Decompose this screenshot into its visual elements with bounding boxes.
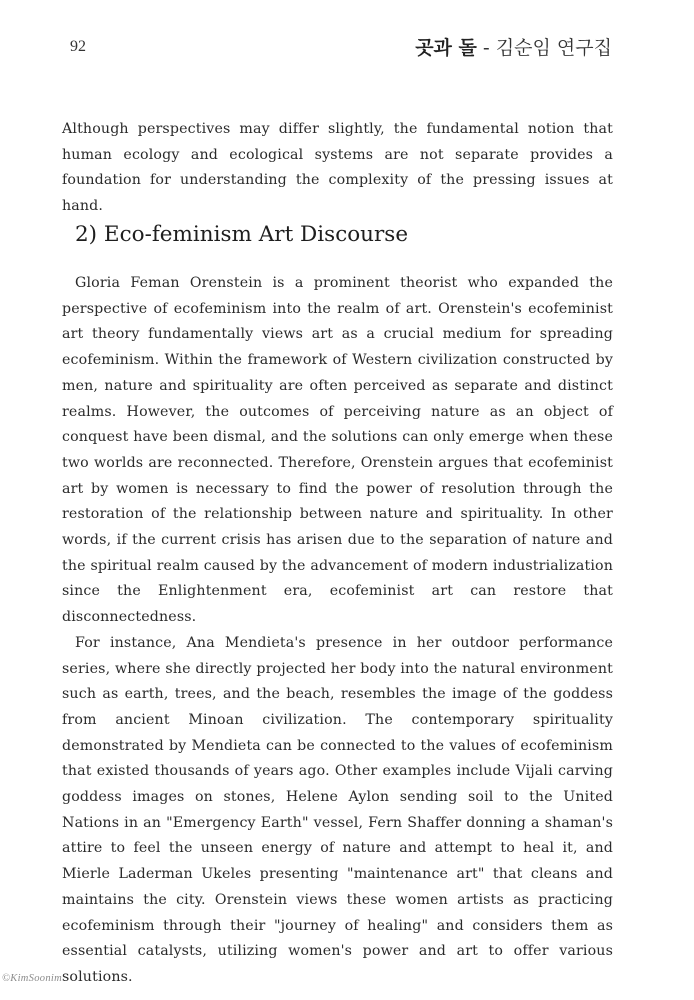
section-heading: 2) Eco-feminism Art Discourse (75, 222, 409, 247)
section-paragraph-1: Gloria Feman Orenstein is a prominent theorist who expanded the perspective of ecofeminism into the realm of art. Orenstein's ecofeminist art theory fundamentally views art as a crucial medium for spreading ecofeminism. Within the framework of Western civilization constructed by men, nature and spirituality are often perceived as separate and distinct realms. However, the outcomes of perceiving nature as an object of conquest have been dismal, and the solutions can only emerge when these two worlds are reconnected. Therefore, Orenstein argues that ecofeminist art by women is necessary to find the power of resolution through the restoration of the relationship between nature and spirituality. In other words, if the current crisis has arisen due to the separation of nature and the spiritual realm caused by the advancement of modern industrialization since the Enlightenment era, ecofeminist art can restore that disconnectedness. (62, 275, 613, 626)
page-number: 92 (70, 38, 86, 55)
copyright-watermark: ©KimSoonim (2, 973, 62, 984)
running-header-title (415, 33, 612, 60)
running-header-title-rest: - 김순임 연구집 (476, 37, 612, 59)
section-text-block (62, 271, 613, 991)
intro-paragraph: Although perspectives may differ slightly, the fundamental notion that human ecology and ecological systems are not separate provides a foundation for understanding the complexity of the pressing issues at hand. (62, 121, 613, 215)
section-paragraph-2: For instance, Ana Mendieta's presence in her outdoor performance series, where she directly projected her body into the natural environment such as earth, trees, and the beach, resembles the image of the goddess from ancient Minoan civilization. The contemporary spirituality demonstrated by Mendieta can be connected to the values of ecofeminism that existed thousands of years ago. Other examples include Vijali carving goddess images on stones, Helene Aylon sending soil to the United Nations in an "Emergency Earth" vessel, Fern Shaffer donning a shaman's attire to feel the unseen energy of nature and attempt to heal it, and Mierle Laderman Ukeles presenting "maintenance art" that cleans and maintains the city. Orenstein views these women artists as practicing ecofeminism through their "journey of healing" and considers them as essential catalysts, utilizing women's power and art to offer various solutions. (62, 634, 613, 985)
intro-text-block (62, 117, 613, 220)
running-header-title-bold: 곳과 돌 (415, 37, 477, 59)
